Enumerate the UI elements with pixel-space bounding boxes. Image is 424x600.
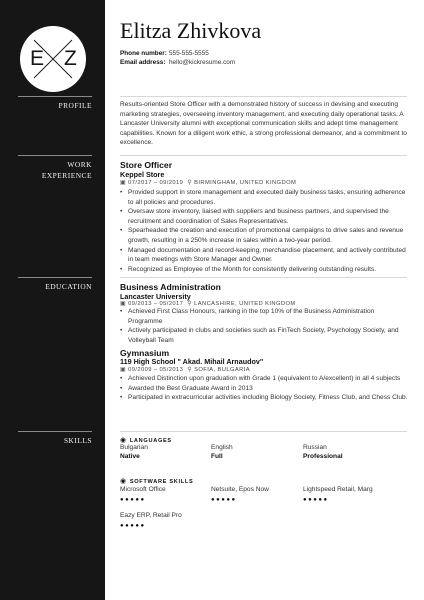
section-label-education: EDUCATION [45, 282, 92, 291]
education-dates-2: 09/2009 – 05/2013 [128, 367, 184, 373]
software-name: Eazy ERP, Retail Pro [120, 512, 182, 519]
globe-icon: ◉ [120, 437, 127, 444]
skill-rating-dots: ●●●●● [120, 497, 146, 503]
skill-rating-dots: ●●●●● [120, 523, 146, 529]
location-pin-icon: ⚲ [187, 301, 193, 307]
section-label-work [0, 159, 92, 181]
list-item: • Achieved First Class Honours, ranking in the top 10% of the Business Administration Programme [120, 307, 410, 326]
list-item: • Recognized as Employee of the Month for consistently delivering outstanding results. [120, 265, 410, 275]
education-divider-main [120, 277, 407, 278]
job-dates: 07/2017 – 09/2019 [128, 180, 184, 186]
list-item: • Managed documentation and record-keeping, merchandise placement, and actively contributed in team meetings with Store Manager and Owner. [120, 246, 410, 265]
software-name: Lightspeed Retail, Marg [303, 486, 373, 493]
education-meta-2 [120, 366, 250, 373]
language-level: Professional [303, 453, 343, 460]
email-value[interactable]: hello@kickresume.com [169, 59, 236, 66]
software-name: Netsuite, Epos Now [211, 486, 269, 493]
job-location: BIRMINGHAM, UNITED KINGDOM [194, 180, 297, 186]
skill-rating-dots: ●●●●● [211, 497, 237, 503]
languages-heading-label: LANGUAGES [129, 438, 172, 444]
list-item: • Actively participated in clubs and societies such as FinTech Society, Psychology Society, and Volleyball Team [120, 326, 410, 345]
email-label: Email address: [120, 59, 166, 66]
list-item: • Achieved Distinction upon graduation with Grade 1 (equivalent to A/excellent) in all 4 subjects [120, 374, 410, 384]
education-meta-1 [120, 300, 296, 307]
job-company: Keppel Store [120, 170, 165, 179]
phone-value: 555-555-5555 [169, 50, 209, 57]
calendar-icon: ▣ [120, 367, 127, 373]
languages-heading [120, 436, 172, 444]
job-meta [120, 179, 296, 186]
list-item: • Participated in extracurricular activities including Biology Society, Fitness Club, and Chess Club. [120, 393, 410, 403]
calendar-icon: ▣ [120, 301, 127, 307]
section-label-skills: SKILLS [63, 436, 92, 445]
gear-icon: ◉ [120, 478, 127, 485]
section-label-profile: PROFILE [58, 101, 92, 110]
education-bullets-1 [120, 307, 410, 345]
work-divider-side [18, 155, 92, 156]
monogram-letter-left: E [30, 47, 45, 70]
software-name: Microsoft Office [120, 486, 166, 493]
education-dates-1: 09/2013 – 05/2017 [128, 301, 184, 307]
list-item: • Provided support in store management and executed daily business tasks, ensuring adherence to all policies and procedures. [120, 188, 410, 207]
software-heading-label: SOFTWARE SKILLS [129, 479, 194, 485]
phone-row [120, 50, 209, 57]
list-item: • Awarded the Best Graduate Award in 2013 [120, 384, 410, 394]
email-row [120, 59, 235, 66]
language-level: Native [120, 453, 140, 460]
job-bullets [120, 188, 410, 274]
location-pin-icon: ⚲ [187, 367, 193, 373]
candidate-name: Elitza Zhivkova [120, 18, 262, 43]
language-name: Bulgarian [120, 444, 148, 451]
education-title-2: Gymnasium [120, 348, 170, 358]
profile-divider-side [18, 96, 92, 97]
list-item: • Spearheaded the creation and execution of promotional campaigns to drive sales and revenue growth, resulting in a 250% increase in sales within a two-year period. [120, 226, 410, 245]
monogram-letter-right: Z [64, 47, 77, 70]
job-title: Store Officer [120, 160, 173, 170]
education-title-1: Business Administration [120, 282, 221, 292]
work-divider-main [120, 155, 407, 156]
section-label-work-line1: WORK [67, 160, 92, 169]
skill-rating-dots: ●●●●● [303, 497, 329, 503]
calendar-icon: ▣ [120, 180, 127, 186]
section-label-work-line2: EXPERIENCE [41, 171, 92, 180]
phone-label: Phone number: [120, 50, 167, 57]
language-name: English [211, 444, 233, 451]
education-school-1: Lancaster University [120, 292, 191, 301]
language-level: Full [211, 453, 223, 460]
profile-divider-main [120, 96, 407, 97]
skills-divider-side [18, 431, 92, 432]
monogram-logo [20, 26, 86, 92]
education-divider-side [18, 277, 92, 278]
education-location-2: SOFIA, BULGARIA [194, 367, 251, 373]
location-pin-icon: ⚲ [187, 180, 193, 186]
language-name: Russian [303, 444, 327, 451]
education-location-1: LANCASHIRE, UNITED KINGDOM [194, 301, 296, 307]
education-school-2: 119 High School " Akad. Mihail Arnaudov" [120, 357, 264, 366]
skills-divider-main [120, 431, 407, 432]
software-heading [120, 477, 193, 485]
education-bullets-2 [120, 374, 410, 403]
profile-summary: Results-oriented Store Officer with a demonstrated history of success in devising and executing marketing strategies, overseeing inventory management, and executing daily operational tasks. A Lancaster University alumni with exceptional communication skills and adept time management capabilities. Known for a diligent work ethic, a strong professional demeanor, and a commitment to excellence. [120, 101, 407, 147]
list-item: • Oversaw store inventory, liaised with suppliers and business partners, and supervised the recruitment and coordination of Sales Representatives. [120, 207, 410, 226]
